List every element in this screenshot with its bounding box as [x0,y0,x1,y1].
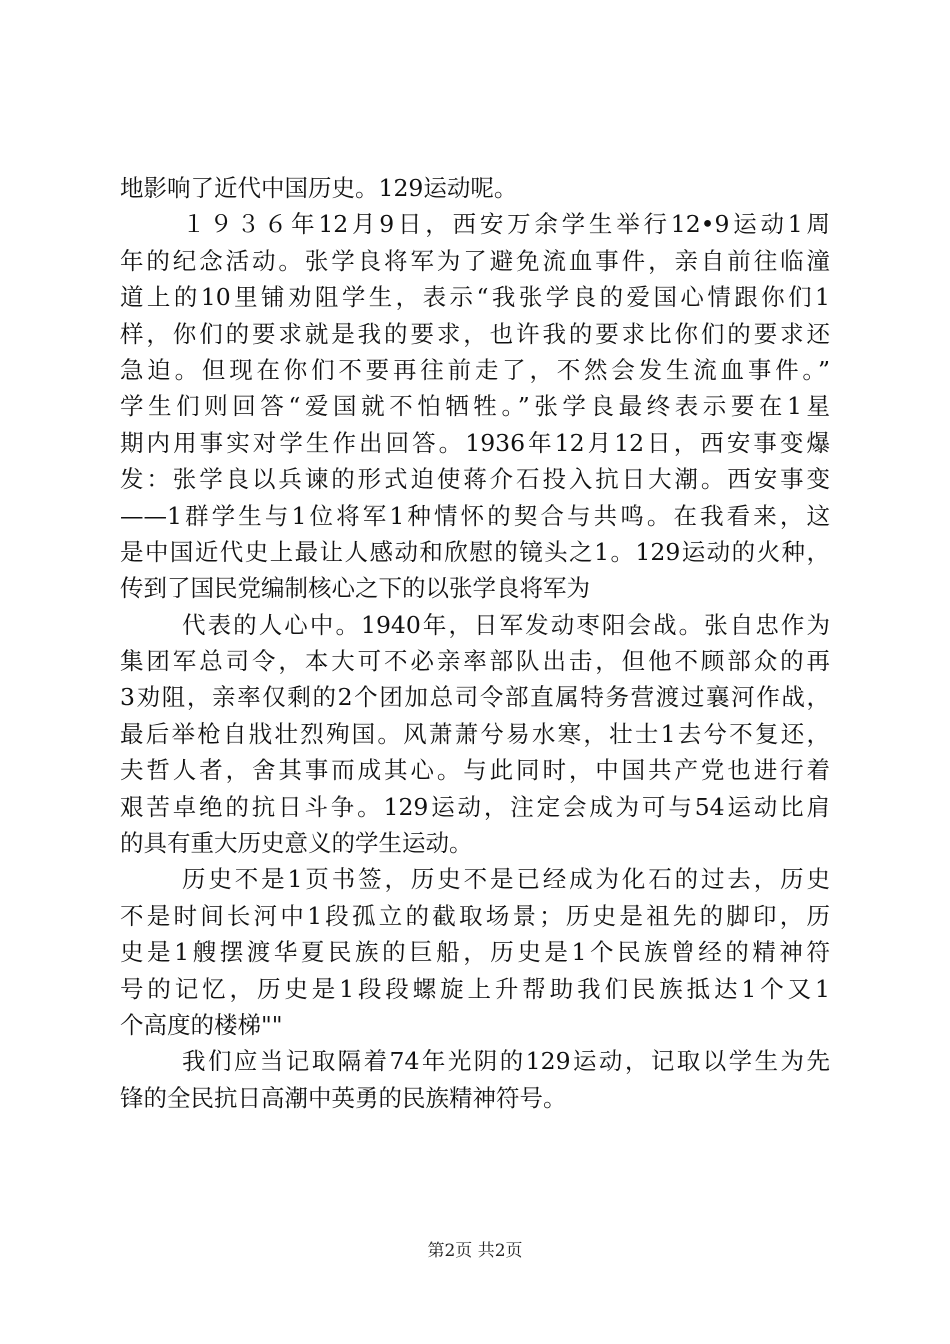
text-line: 我们应当记取隔着74年光阴的129运动，记取以学生为先 [182,1047,830,1076]
text-line: 期内用事实对学生作出回答。1936年12月12日，西安事变爆 [120,428,830,457]
text-line: 号的记忆，历史是1段段螺旋上升帮助我们民族抵达1个又1 [120,974,830,1003]
text-line: 急迫。但现在你们不要再往前走了，不然会发生流血事件。” [120,355,830,384]
text-line: 学生们则回答“爱国就不怕牺牲。”张学良最终表示要在1星 [120,392,830,421]
text-line: 集团军总司令，本大可不必亲率部队出击，但他不顾部众的再 [120,647,830,676]
text-line: 是中国近代史上最让人感动和欣慰的镜头之1。129运动的火种， [120,537,830,566]
text-line: 样，你们的要求就是我的要求，也许我的要求比你们的要求还 [120,319,830,348]
text-line: 不是时间长河中1段孤立的截取场景；历史是祖先的脚印，历 [120,901,830,930]
page-number-footer: 第2页 共2页 [427,1241,523,1261]
text-line: 地影响了近代中国历史。129运动呢。 [120,174,518,202]
document-body [120,170,830,1116]
text-line: 史是1艘摆渡华夏民族的巨船，历史是1个民族曾经的精神符 [120,938,830,967]
text-line: 年的纪念活动。张学良将军为了避免流血事件，亲自前往临潼 [120,246,830,275]
text-line: 发：张学良以兵谏的形式迫使蒋介石投入抗日大潮。西安事变 [120,465,830,494]
text-line: 的具有重大历史意义的学生运动。 [120,829,473,858]
text-line: 锋的全民抗日高潮中英勇的民族精神符号。 [120,1083,567,1112]
text-line: 艰苦卓绝的抗日斗争。129运动，注定会成为可与54运动比肩 [120,792,830,821]
text-line: 最后举枪自戕壮烈殉国。风萧萧兮易水寒，壮士1去兮不复还， [120,719,830,748]
text-line: 夫哲人者，舍其事而成其心。与此同时，中国共产党也进行着 [120,756,830,785]
text-line: 个高度的楼梯"" [120,1010,283,1039]
text-line: １９３６年12月9日，西安万余学生举行12•9运动1周 [182,210,830,239]
text-line: 代表的人心中。1940年，日军发动枣阳会战。张自忠作为 [182,610,830,639]
text-line: 3劝阻，亲率仅剩的2个团加总司令部直属特务营渡过襄河作战， [120,683,830,712]
text-line: ——1群学生与1位将军1种情怀的契合与共鸣。在我看来，这 [120,501,830,530]
text-line: 历史不是1页书签，历史不是已经成为化石的过去，历史 [182,865,830,894]
text-line: 传到了国民党编制核心之下的以张学良将军为 [120,574,590,603]
text-line: 道上的10里铺劝阻学生，表示“我张学良的爱国心情跟你们1 [120,283,830,312]
